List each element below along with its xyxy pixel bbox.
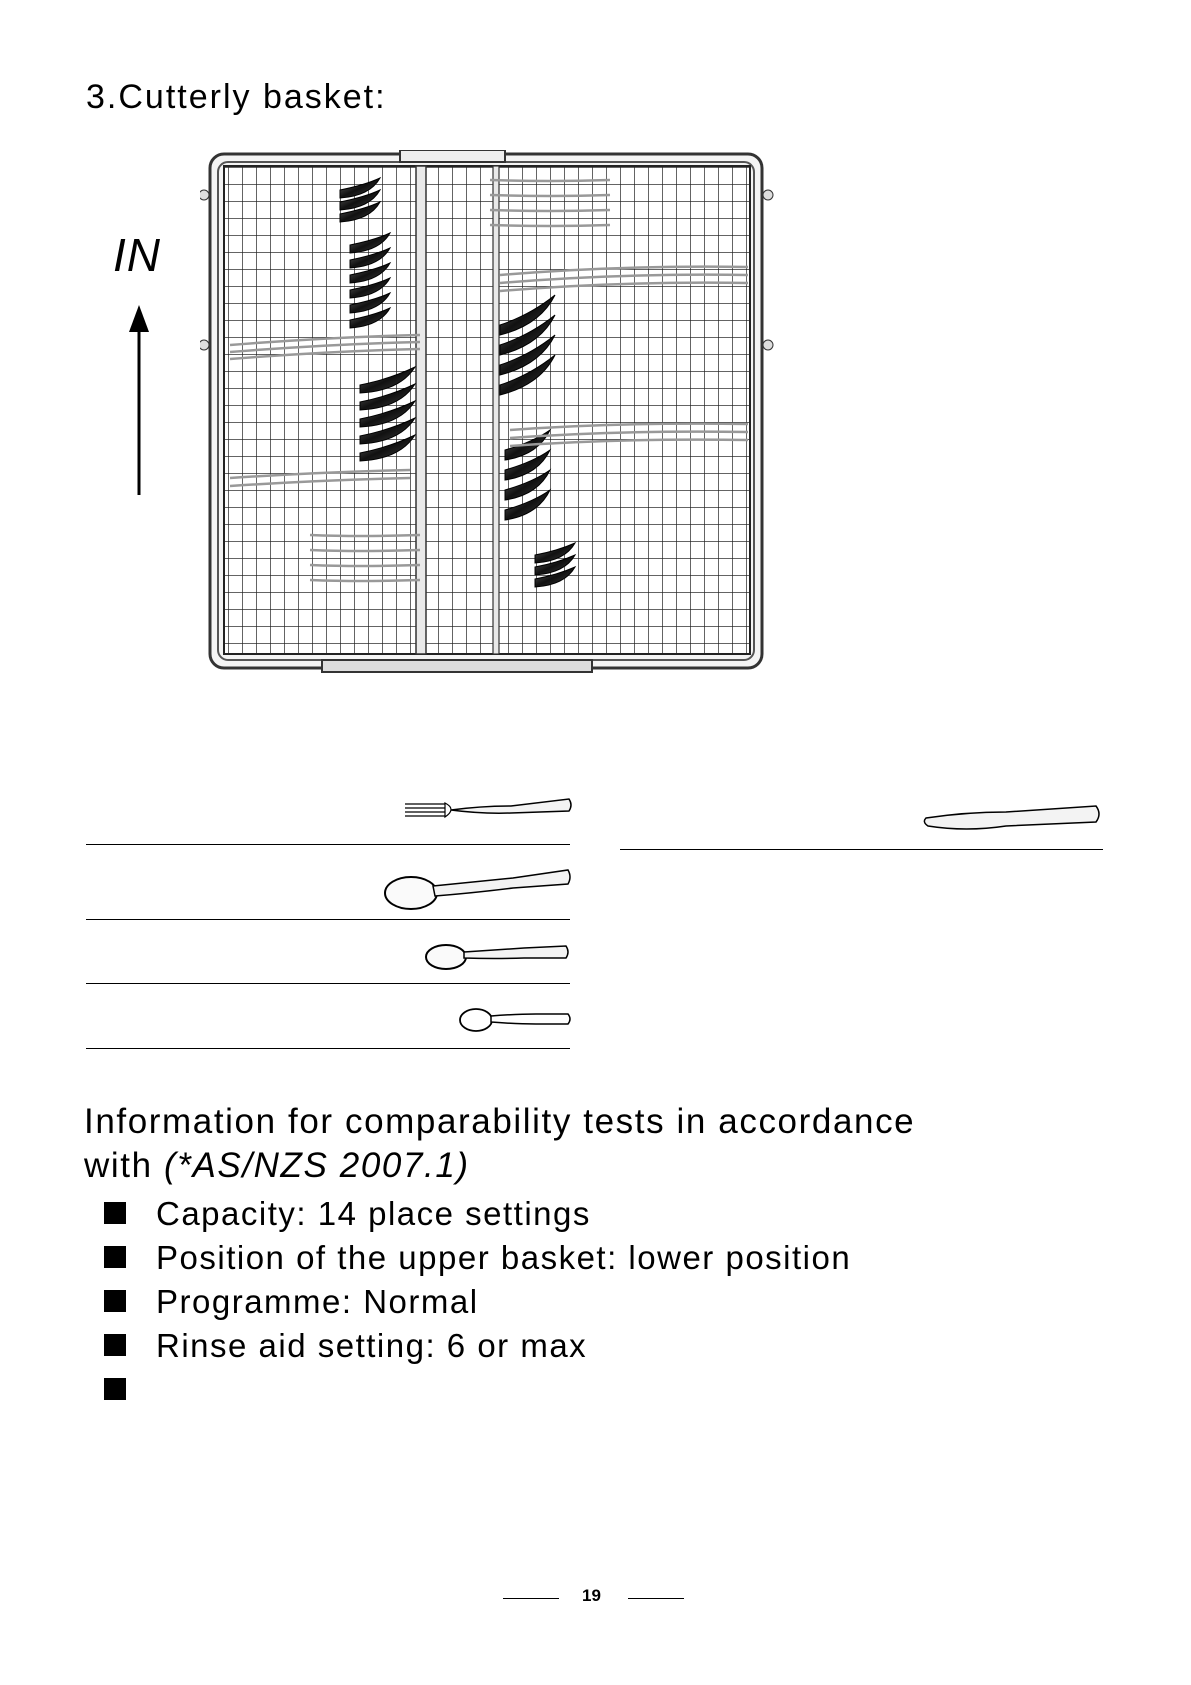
arrow-up-icon	[124, 300, 154, 500]
bullet-square-icon	[104, 1290, 126, 1312]
fork-icon	[403, 798, 573, 820]
soup-spoon-icon	[383, 866, 573, 916]
page-title: 3.Cutterly basket:	[86, 78, 387, 116]
divider	[86, 1048, 570, 1049]
bullet-square-icon	[104, 1202, 126, 1224]
info-heading-line2	[84, 1144, 915, 1188]
standard-reference: (*AS/NZS 2007.1)	[163, 1146, 470, 1185]
divider	[86, 844, 570, 845]
direction-label: IN	[113, 229, 161, 281]
info-heading-with: with	[84, 1146, 164, 1185]
bullet-square-icon	[104, 1334, 126, 1356]
bullet-text: Capacity: 14 place settings	[156, 1195, 591, 1232]
info-heading-line1: Information for comparability tests in accordance	[84, 1102, 916, 1141]
bullet-square-icon	[104, 1246, 126, 1268]
page-number-rule-left	[503, 1598, 559, 1599]
teaspoon-icon	[458, 1004, 574, 1034]
page-number: 19	[582, 1586, 601, 1605]
cutlery-basket-illustration	[200, 150, 790, 675]
divider	[86, 919, 570, 920]
dessert-spoon-icon	[424, 938, 574, 974]
page-number-rule-right	[628, 1598, 684, 1599]
bullet-square-icon	[104, 1378, 126, 1400]
divider	[86, 983, 570, 984]
knife-icon	[922, 804, 1102, 834]
bullet-text: Position of the upper basket: lower position	[156, 1239, 852, 1276]
bullet-text: Programme: Normal	[156, 1283, 479, 1320]
divider	[620, 849, 1103, 850]
info-heading	[84, 1100, 915, 1188]
bullet-text: Rinse aid setting: 6 or max	[156, 1327, 588, 1364]
